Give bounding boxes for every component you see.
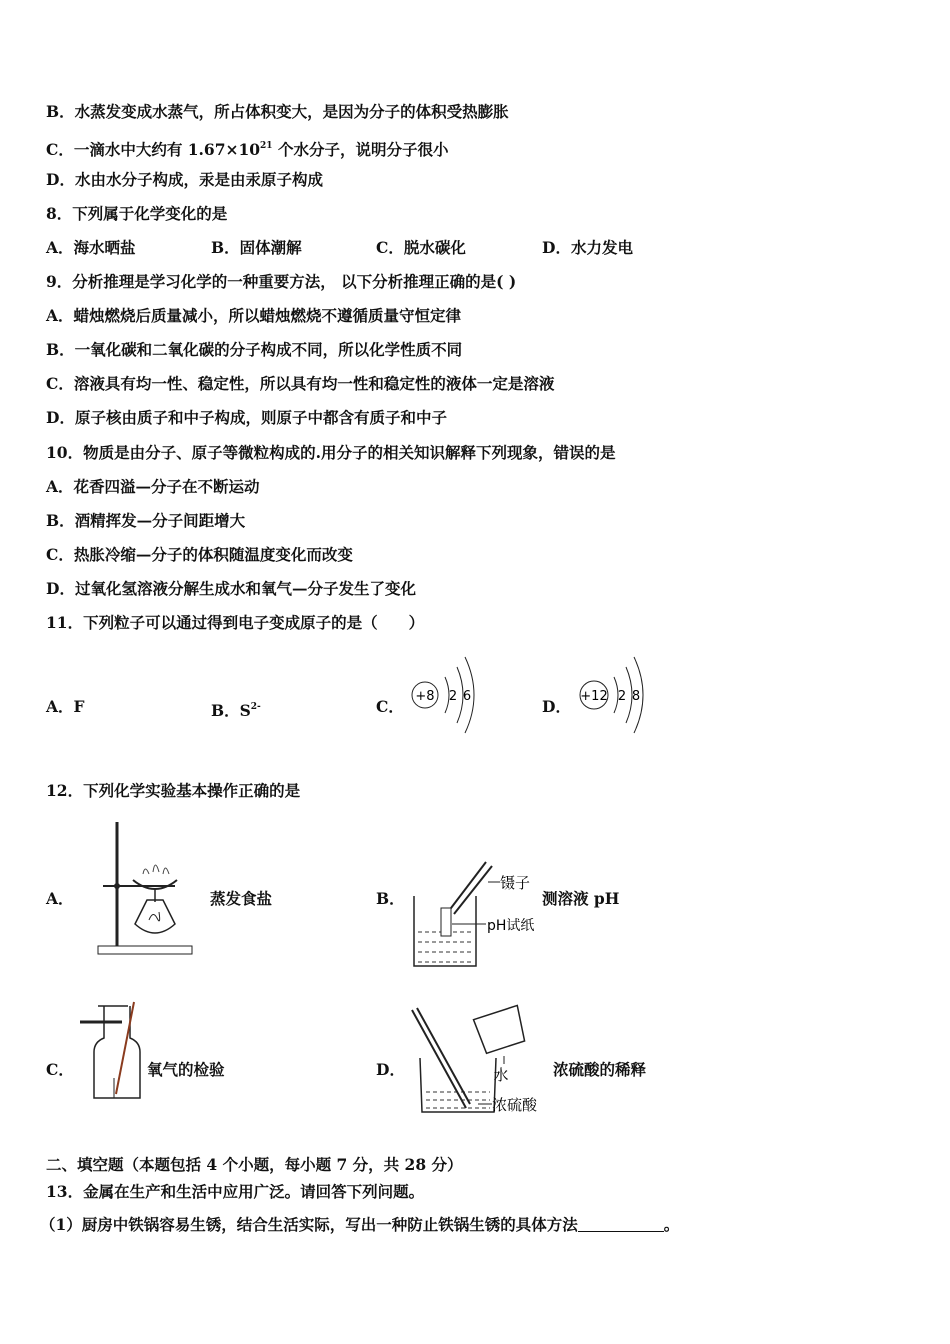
q9-option-d: D．原子核由质子和中子构成，则原子中都含有质子和中子	[46, 408, 447, 427]
atom-structure-diagram-c	[405, 655, 485, 735]
q11-option-a: A．F	[46, 697, 85, 716]
nucleus-charge: +12	[580, 689, 608, 704]
q13-part-1: （1）厨房中铁锅容易生锈，结合生活实际，写出一种防止铁锅生锈的具体方法 。	[40, 1215, 680, 1234]
q11-stem: 11．下列粒子可以通过得到电子变成原子的是（ ）	[46, 613, 425, 632]
q9-option-b: B．一氧化碳和二氧化碳的分子构成不同，所以化学性质不同	[46, 340, 463, 359]
oxygen-test-bottle-illustration	[78, 998, 148, 1102]
water-tag: 水	[493, 1066, 509, 1084]
q12-option-b: B．	[376, 889, 405, 908]
q12-option-d: D．	[376, 1060, 405, 1079]
q10-stem: 10．物质是由分子、原子等微粒构成的.用分子的相关知识解释下列现象，错误的是	[46, 443, 616, 462]
q8-option-a: A．海水晒盐	[46, 238, 136, 257]
q7-option-c: C．一滴水中大约有 $1.67\times 10^{21}$ 个水分子，说明分子很小	[46, 140, 449, 159]
q7-option-d: D．水由水分子构成，汞是由汞原子构成	[46, 170, 323, 189]
q10-option-a: A．花香四溢—分子在不断运动	[46, 477, 260, 496]
q13-stem: 13．金属在生产和生活中应用广泛。请回答下列问题。	[46, 1182, 425, 1201]
q12-option-a-label: 蒸发食盐	[210, 889, 273, 908]
q7-option-b: B．水蒸发变成水蒸气，所占体积变大，是因为分子的体积受热膨胀	[46, 102, 509, 121]
q11-option-b: B．$S^{2-}$	[211, 701, 261, 720]
q10-option-b: B．酒精挥发—分子间距增大	[46, 511, 246, 530]
q10-option-d: D．过氧化氢溶液分解生成水和氧气—分子发生了变化	[46, 579, 416, 598]
acid-dilution-illustration	[408, 1004, 553, 1116]
q12-option-c-label: 氧气的检验	[147, 1060, 225, 1079]
section-2-heading: 二、填空题（本题包括 4 个小题，每小题 7 分，共 28 分）	[46, 1155, 463, 1174]
q12-stem: 12．下列化学实验基本操作正确的是	[46, 781, 301, 800]
q12-option-a: A．	[46, 889, 74, 908]
tweezers-tag: 镊子	[500, 874, 531, 892]
q11-option-d: D．	[542, 697, 571, 716]
evaporation-apparatus-illustration	[95, 818, 195, 958]
ph-test-beaker-illustration	[410, 858, 540, 970]
q8-option-d: D．水力发电	[542, 238, 633, 257]
q8-option-b: B．固体潮解	[211, 238, 302, 257]
q9-stem: 9．分析推理是学习化学的一种重要方法， 以下分析推理正确的是( )	[46, 272, 517, 291]
atom-structure-diagram-d	[572, 655, 652, 735]
shell-electrons-1: 2	[448, 689, 458, 704]
q12-option-c: C．	[46, 1060, 74, 1079]
q12-option-d-label: 浓硫酸的稀释	[553, 1060, 647, 1079]
shell-electrons-2: 6	[462, 689, 472, 704]
answer-blank[interactable]	[578, 1217, 664, 1232]
q9-option-a: A．蜡烛燃烧后质量减小，所以蜡烛燃烧不遵循质量守恒定律	[46, 306, 462, 325]
acid-tag: 浓硫酸	[492, 1096, 538, 1114]
shell-electrons-1: 2	[617, 689, 627, 704]
q11-option-c: C．	[376, 697, 404, 716]
shell-electrons-2: 8	[631, 689, 641, 704]
q12-option-b-label: 测溶液 pH	[542, 889, 620, 908]
q10-option-c: C．热胀冷缩—分子的体积随温度变化而改变	[46, 545, 353, 564]
q8-stem: 8．下列属于化学变化的是	[46, 204, 228, 223]
ph-paper-tag: pH试纸	[487, 918, 535, 934]
nucleus-charge: +8	[415, 689, 435, 704]
q9-option-c: C．溶液具有均一性、稳定性，所以具有均一性和稳定性的液体一定是溶液	[46, 374, 555, 393]
q8-option-c: C．脱水碳化	[376, 238, 466, 257]
